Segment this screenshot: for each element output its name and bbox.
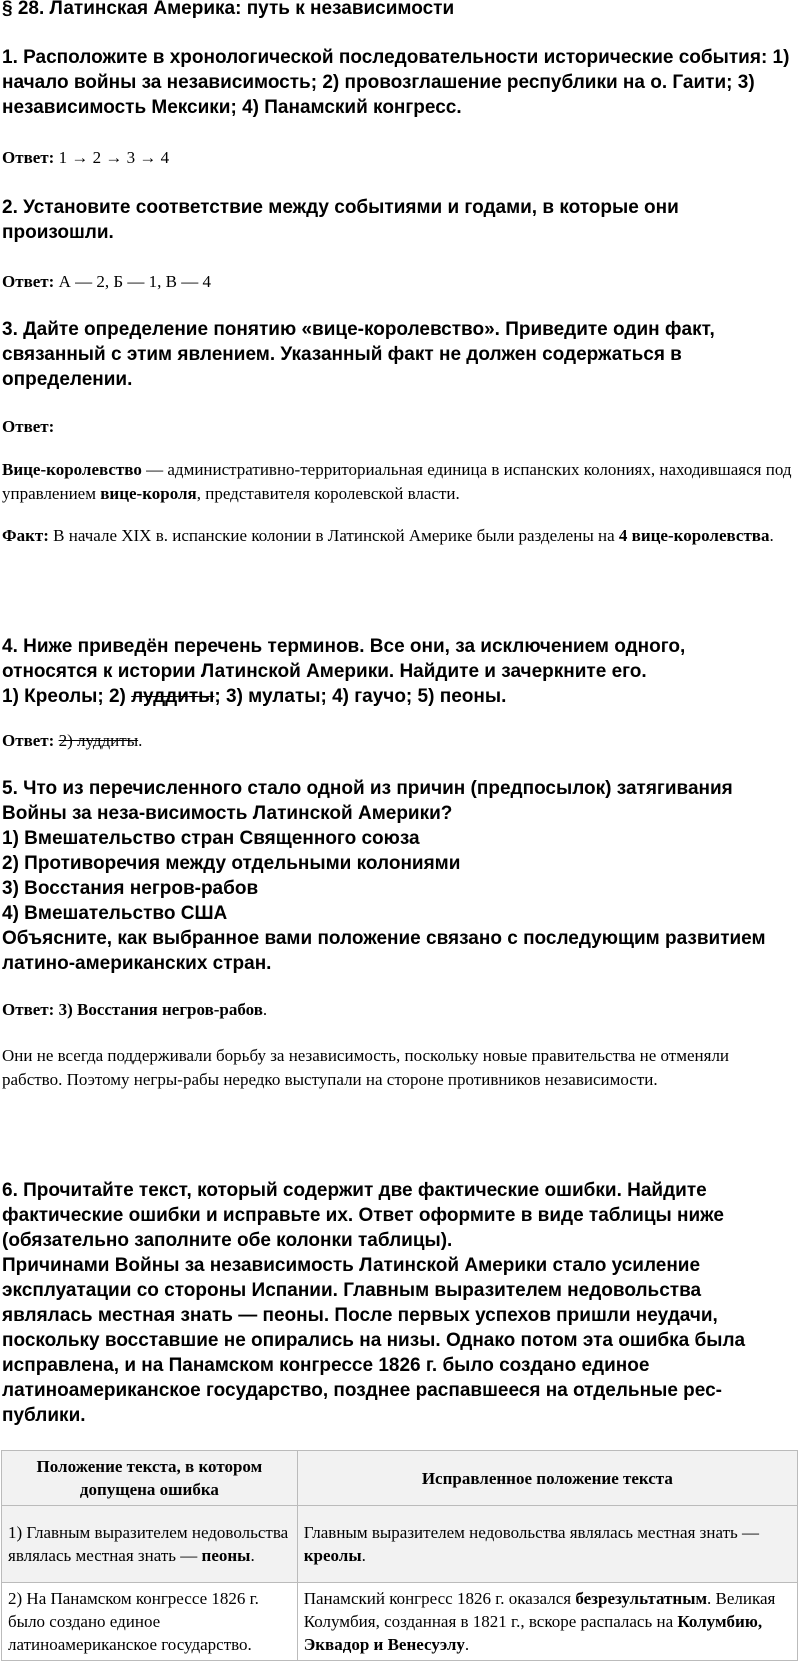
answer-5 (2, 998, 792, 1022)
table-header-error: Положение текста, в котором допущена ошибка (2, 1451, 298, 1506)
question-5-line-1: 5. Что из перечисленного стало одной из причин (предпосылок) затягивания (2, 778, 733, 799)
answer-2 (2, 270, 792, 294)
question-5-explain: Объясните, как выбранное вами положение связано с последующим развитием латино-американских стран. (2, 928, 766, 974)
table-cell-correction (297, 1583, 797, 1661)
question-5 (2, 776, 792, 976)
fact-text: В начале XIX в. испанские колонии в Латинской Америке были разделены на (48, 526, 619, 545)
fact-bold: 4 вице-королевства (618, 526, 770, 545)
table-cell-error (2, 1583, 298, 1661)
page-title: § 28. Латинская Америка: путь к независимости (2, 0, 455, 19)
question-3: 3. Дайте определение понятию «вице-королевство». Приведите один факт, связанный с этим явлением. Указанный факт не должен содержаться в определении. (2, 319, 715, 390)
answer-label: Ответ: (2, 272, 55, 291)
answer-label: Ответ: (2, 731, 55, 750)
table-row (2, 1506, 798, 1583)
question-2: 2. Установите соответствие между событиями и годами, в которые они произошли. (2, 197, 679, 243)
answer-4-end: . (138, 731, 143, 750)
cell-end: . (250, 1546, 255, 1565)
definition (2, 458, 792, 506)
table-cell-error (2, 1506, 298, 1583)
answer-2-value: А — 2, Б — 1, В — 4 (58, 272, 211, 291)
option-3: 3) Восстания негров-рабов (2, 878, 259, 899)
question-5-line-2: Войны за неза-висимость Латинской Америки? (2, 803, 453, 824)
cell-end: . (464, 1635, 470, 1654)
answer-5-value: 3) Восстания негров-рабов (54, 1000, 263, 1019)
table-row (2, 1583, 798, 1661)
cell-text: 1) Главным выразителем недовольства являлась местная знать — (8, 1523, 289, 1565)
answer-4 (2, 729, 792, 753)
definition-text: — административно-территориальная единица в испанских колониях, находившаяся под управлением (2, 460, 792, 503)
question-6 (2, 1178, 792, 1428)
answer-5-end: . (262, 1000, 268, 1019)
cell-bold: пеоны (201, 1546, 251, 1565)
question-6-line-2: фактические ошибки и исправьте их. Ответ оформите в виде таблицы ниже (2, 1205, 724, 1226)
cell-bold: безрезультатным (575, 1589, 708, 1608)
fact-end: . (769, 526, 774, 545)
cell-bold: креолы (303, 1546, 362, 1565)
question-4-list (2, 684, 792, 709)
list-part-1: 1) Креолы; 2) (2, 686, 132, 707)
cell-text: 2) На Панамском конгрессе 1826 г. было создано единое латиноамериканское государство. (8, 1589, 259, 1654)
answer-3-label: Ответ: (2, 417, 55, 436)
question-6-line-1: 6. Прочитайте текст, который содержит две фактические ошибки. Найдите (2, 1180, 707, 1201)
answer-4-value: 2) луддиты (58, 731, 139, 750)
answer-table (1, 1450, 798, 1661)
cell-text: Главным выразителем недовольства являлась местная знать — (303, 1523, 759, 1542)
option-4: 4) Вмешательство США (2, 903, 228, 924)
struck-term: луддиты (131, 686, 215, 707)
question-4-line-2: относятся к истории Латинской Америки. Найдите и зачеркните его. (2, 661, 647, 682)
answer-1-value: 1 → 2 → 3 → 4 (58, 148, 170, 167)
definition-text-end: , представителя королевской власти. (196, 484, 460, 503)
answer-1 (2, 146, 792, 170)
option-2: 2) Противоречия между отдельными колониями (2, 853, 461, 874)
question-4 (2, 634, 792, 709)
table-header-row (2, 1451, 798, 1506)
cell-text-mid: . Великая Колумбия, созданная в 1821 г., вскоре распалась на (303, 1589, 776, 1631)
fact (2, 524, 792, 548)
question-6-text: Причинами Войны за независимость Латинской Америки стало усиление эксплуатации со стороны Испании. Главным выразителем недовольства являлась местная знать — пеоны. После первых успехов пришли неудачи, поскольку восставшие не опирались на низы. Однако потом эта ошибка была исправлена, и на Панамском конгрессе 1826 г. было создано единое латиноамериканское государство, позднее распавшееся на отдельные рес-публики. (2, 1255, 746, 1426)
cell-end: . (361, 1546, 366, 1565)
question-1: 1. Расположите в хронологической последовательности исторические события: 1) начало войны за независимость; 2) провозглашение республики на о. Гаити; 3) независимость Мексики; 4) Панамский конгресс. (2, 47, 790, 118)
list-part-2: ; 3) мулаты; 4) гаучо; 5) пеоны. (214, 686, 507, 707)
cell-text: Панамский конгресс 1826 г. оказался (303, 1589, 576, 1608)
option-1: 1) Вмешательство стран Священного союза (2, 828, 420, 849)
definition-bold: вице-короля (100, 484, 197, 503)
question-6-line-3: (обязательно заполните обе колонки таблицы). (2, 1230, 453, 1251)
question-4-line-1: 4. Ниже приведён перечень терминов. Все они, за исключением одного, (2, 636, 686, 657)
answer-label: Ответ: (2, 1000, 55, 1019)
cell-bold-2: Колумбию, Эквадор и Венесуэлу (303, 1612, 763, 1654)
answer-label: Ответ: (2, 148, 55, 167)
table-header-correction: Исправленное положение текста (297, 1451, 797, 1506)
fact-label: Факт: (2, 526, 49, 545)
table-cell-correction (297, 1506, 797, 1583)
definition-term: Вице-королевство (2, 460, 142, 479)
answer-5-explanation: Они не всегда поддерживали борьбу за независимость, поскольку новые правительства не отменяли рабство. Поэтому негры-рабы нередко выступали на стороне противников независимости. (2, 1046, 730, 1089)
